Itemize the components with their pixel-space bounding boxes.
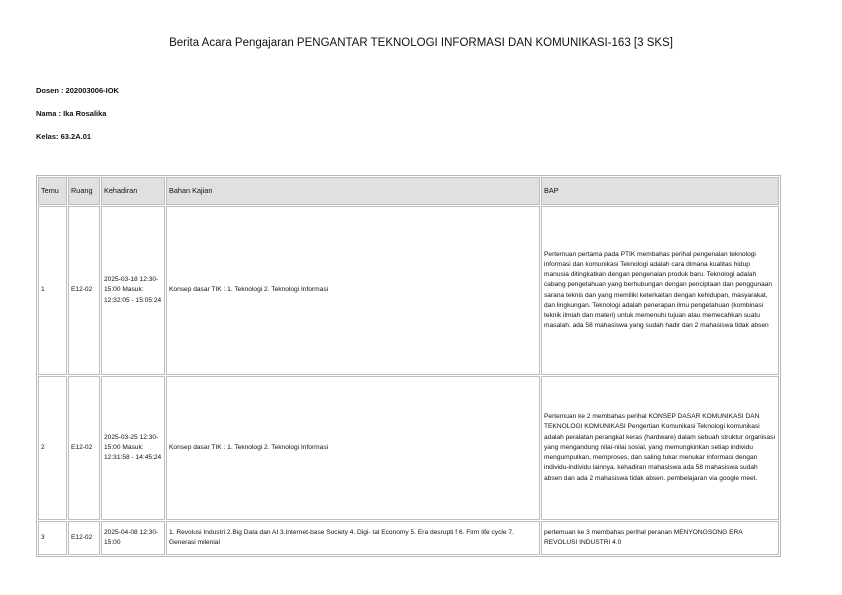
cell-kehadiran: 2025-03-25 12:30-15:00 Masuk: 12:31:58 - 14:45:24 bbox=[101, 376, 165, 520]
table-row bbox=[38, 376, 779, 520]
cell-ruang: E12-02 bbox=[68, 521, 100, 555]
cell-kehadiran: 2025-03-18 12:30-15:00 Masuk: 12:32:05 - 15:05:24 bbox=[101, 206, 165, 375]
header-ruang: Ruang bbox=[68, 177, 100, 205]
cell-temu: 2 bbox=[38, 376, 67, 520]
cell-kehadiran: 2025-04-08 12:30-15:00 bbox=[101, 521, 165, 555]
cell-bap: pertemuan ke 3 membahas perihal peranan MENYONGSONG ERA REVOLUSI INDUSTRI 4.0 bbox=[541, 521, 779, 555]
table-header-row bbox=[38, 177, 779, 205]
header-kehadiran: Kehadiran bbox=[101, 177, 165, 205]
cell-bap: Pertemuan pertama pada PTIK membahas perihal pengenalan teknologi informasi dan komunikasi Teknologi adalah cara dimana kualitas hidup manusia ditingkatkan dengan pengenalan produk baru. Teknologi adalah cabang pengetahuan yang berhubungan dengan penciptaan dan penggunaan sarana teknis dan yang memiliki keterkaitan dengan kehidupan, masyarakat, dan lingkungan. Teknologi adalah penerapan ilmu pengetahuan (kombinasi teknik ilmiah dan materi) untuk memenuhi tujuan atau memecahkan suatu masalah. ada 58 mahasiswa yang sudah hadir dan 2 mahasiswa tidak absen bbox=[541, 206, 779, 375]
header-bap: BAP bbox=[541, 177, 779, 205]
table-row bbox=[38, 206, 779, 375]
header-temu: Temu bbox=[38, 177, 67, 205]
table-row bbox=[38, 521, 779, 555]
cell-bahan-kajian: 1. Revolusi Industri 2.Big Data dan AI 3.Internet-base Society 4. Digi- tal Economy 5. Era desrupti f 6. Firm life cycle 7. Generasi milenial bbox=[166, 521, 540, 555]
cell-ruang: E12-02 bbox=[68, 376, 100, 520]
header-bahan-kajian: Bahan Kajian bbox=[166, 177, 540, 205]
page-title: Berita Acara Pengajaran PENGANTAR TEKNOLOGI INFORMASI DAN KOMUNIKASI-163 [3 SKS] bbox=[169, 37, 673, 49]
cell-temu: 3 bbox=[38, 521, 67, 555]
dosen-label: Dosen : 202003006-IOK bbox=[36, 86, 119, 95]
cell-bahan-kajian: Konsep dasar TIK : 1. Teknologi 2. Teknologi Informasi bbox=[166, 206, 540, 375]
cell-temu: 1 bbox=[38, 206, 67, 375]
cell-bahan-kajian: Konsep dasar TIK : 1. Teknologi 2. Teknologi Informasi bbox=[166, 376, 540, 520]
nama-label: Nama : Ika Rosalika bbox=[36, 109, 107, 118]
cell-ruang: E12-02 bbox=[68, 206, 100, 375]
cell-bap: Pertemuan ke 2 membahas perihal KONSEP DASAR KOMUNIKASI DAN TEKNOLOGI KOMUNIKASI Pengertian Komunikasi Teknologi komunikasi adalah peralatan perangkat keras (hardware) dalam sebuah struktur organisasi yang mengandung nilai-nilai sosial, yang memungkinkan setiap individu mengumpulkan, memproses, dan saling tukar menukar informasi dengan individu-individu lainnya. kehadiran mahasiswa ada 58 mahasiswa sudah absen dan ada 2 mahasiswa tidak absen. pembelajaran via google meet. bbox=[541, 376, 779, 520]
bap-table bbox=[36, 175, 781, 557]
kelas-label: Kelas: 63.2A.01 bbox=[36, 132, 92, 141]
